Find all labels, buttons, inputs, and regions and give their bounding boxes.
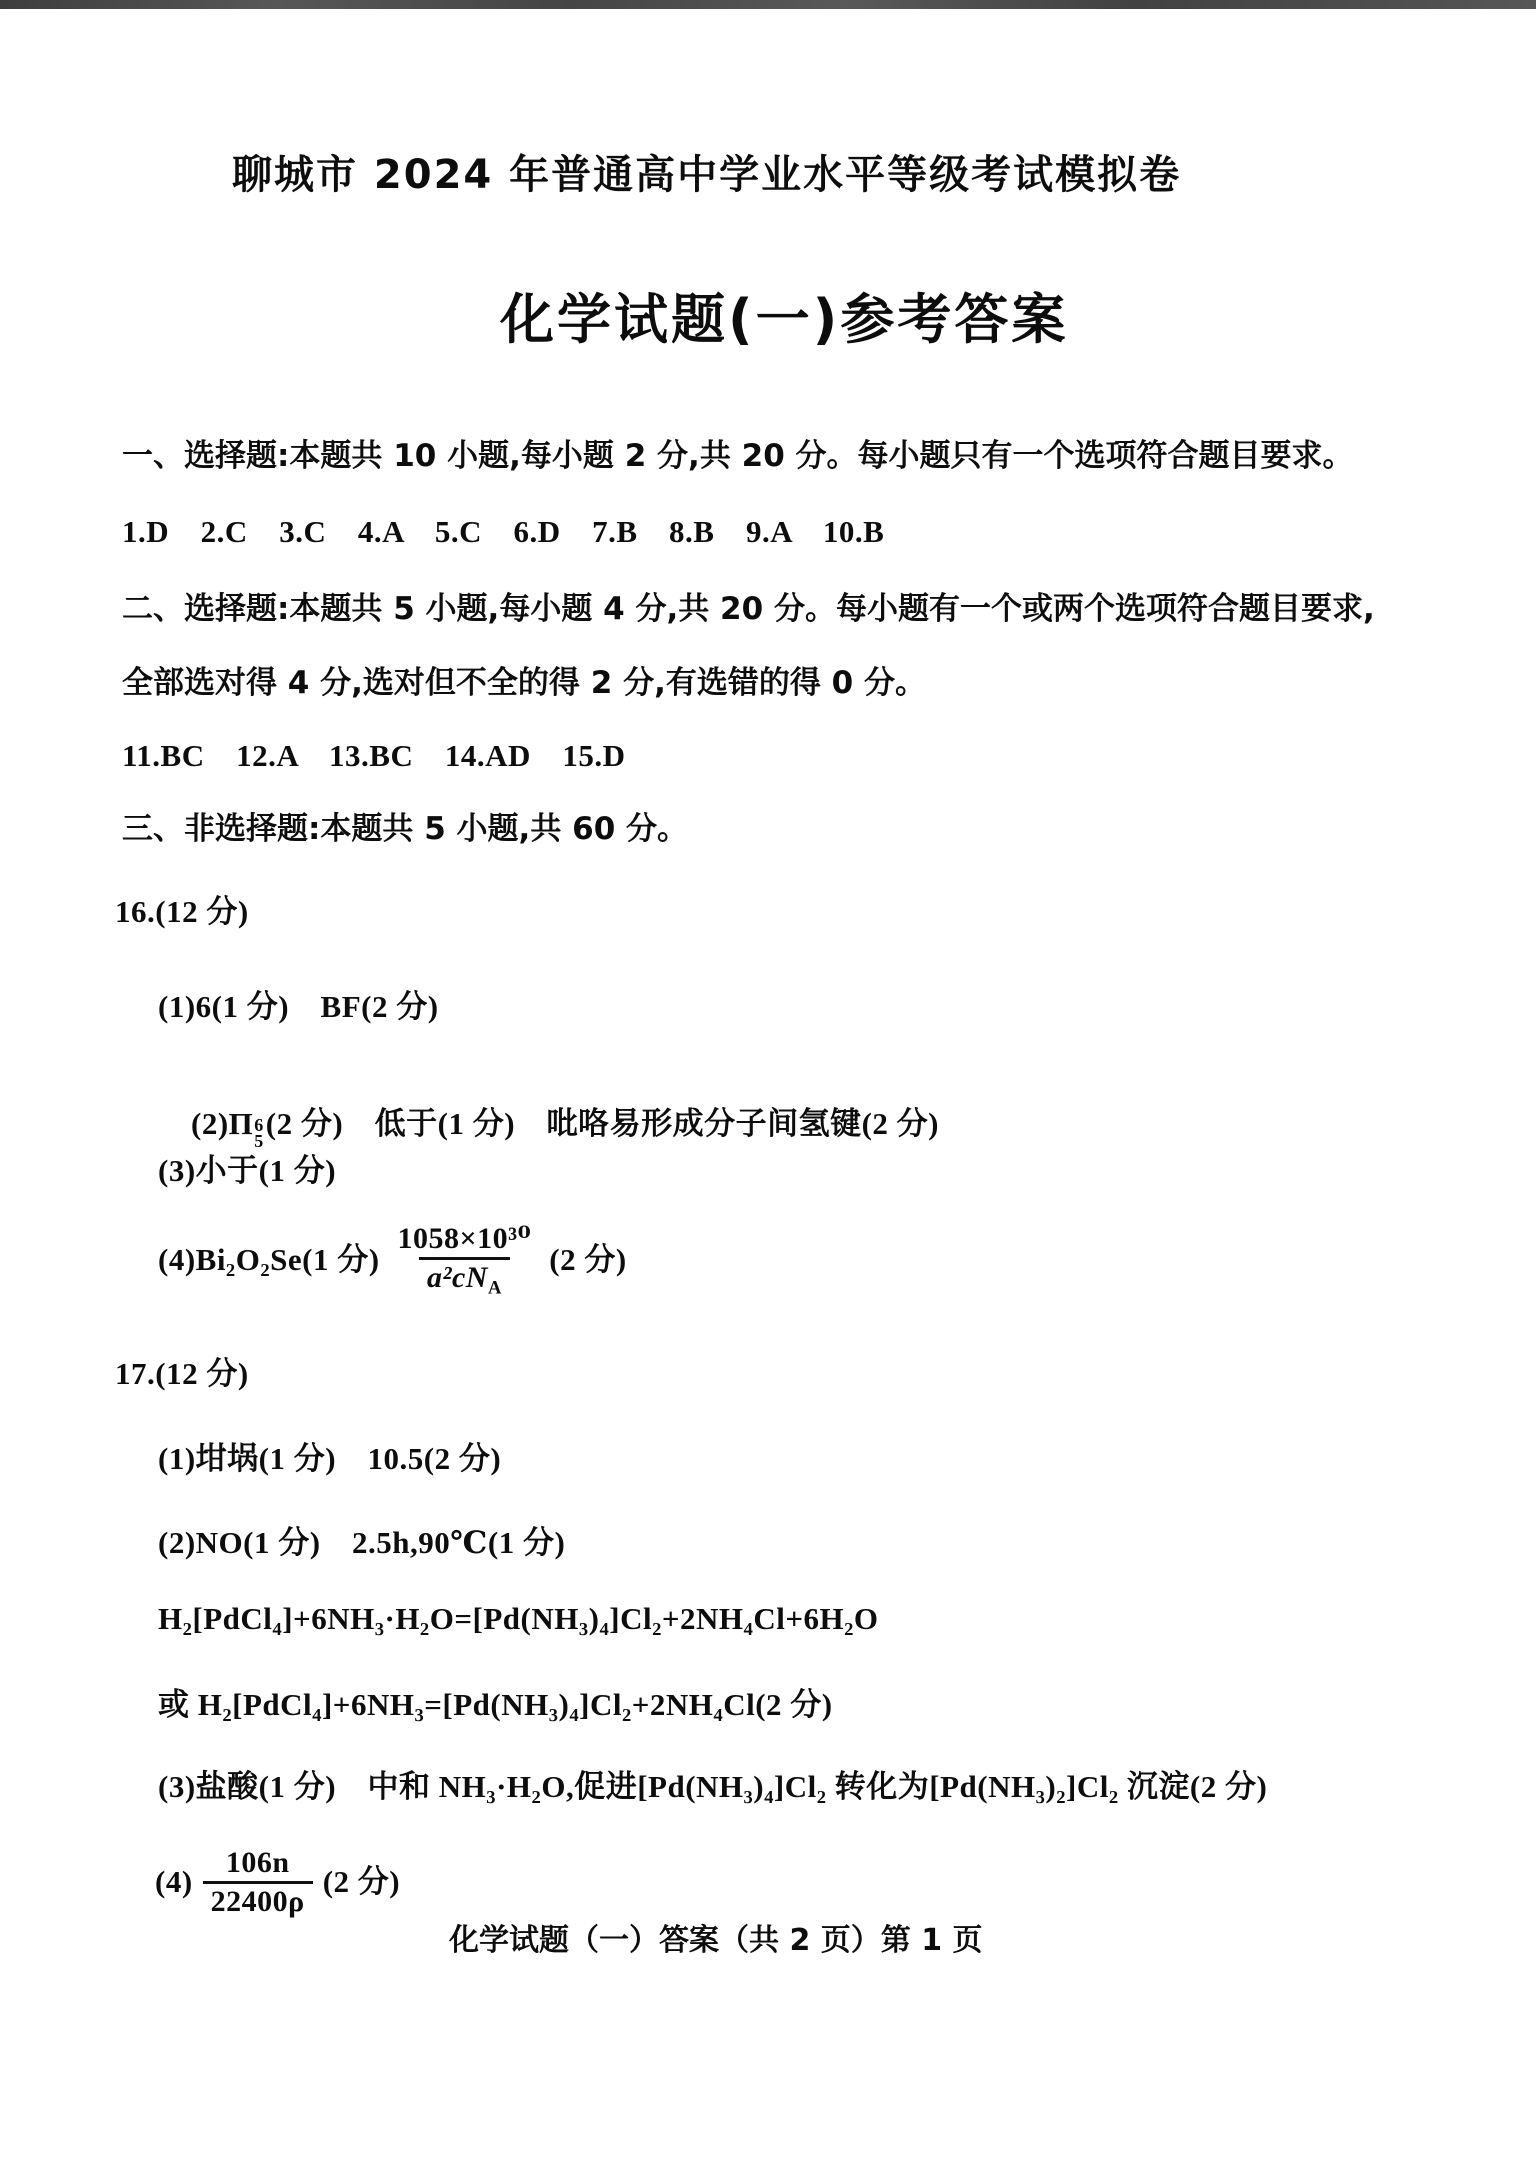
fraction-denominator-sub: A (487, 1277, 502, 1299)
section2-header-line2: 全部选对得 4 分,选对但不全的得 2 分,有选错的得 0 分。 (122, 665, 927, 701)
pi-bond-symbol: Π (228, 1105, 254, 1141)
fraction-denominator: 22400ρ (203, 1881, 313, 1920)
q16-answer-1: (1)6(1 分) BF(2 分) (158, 989, 439, 1024)
fraction-numerator: 1058×10³⁰ (397, 1221, 532, 1255)
q16-answer-3: (3)小于(1 分) (158, 1153, 337, 1188)
section3-header: 三、非选择题:本题共 5 小题,共 60 分。 (122, 811, 689, 847)
q17-title: 17.(12 分) (115, 1356, 249, 1391)
q17-equation-1: H₂[PdCl₄]+6NH₃·H₂O=[Pd(NH₃)₄]Cl₂+2NH₄Cl+6H₂O (158, 1601, 879, 1636)
pi-bond-superscript: 6 (254, 1115, 264, 1136)
scan-artifact-strip (0, 0, 1536, 9)
pi-bond-subscript: 5 (254, 1130, 264, 1151)
exam-subtitle: 化学试题(一)参考答案 (500, 288, 1069, 351)
q17-answer-4-fraction (203, 1845, 313, 1920)
q16-answer-4-fraction (390, 1221, 540, 1300)
section1-answers: 1.D 2.C 3.C 4.A 5.C 6.D 7.B 8.B 9.A 10.B (122, 514, 885, 549)
q17-answer-4-prefix: (4) (155, 1863, 193, 1899)
q16-answer-2-suffix: (2 分) 低于(1 分) 吡咯易形成分子间氢键(2 分) (265, 1105, 939, 1141)
q16-answer-2-prefix: (2) (191, 1105, 229, 1141)
pi-bond-supsub (254, 1115, 264, 1151)
q16-answer-4 (158, 1210, 627, 1310)
q17-answer-1: (1)坩埚(1 分) 10.5(2 分) (158, 1441, 502, 1476)
q16-answer-4-suffix: (2 分) (549, 1241, 627, 1277)
q16-answer-4-prefix: (4)Bi₂O₂Se(1 分) (158, 1241, 380, 1277)
q17-equation-2: 或 H₂[PdCl₄]+6NH₃=[Pd(NH₃)₄]Cl₂+2NH₄Cl(2 分) (158, 1687, 833, 1722)
fraction-denominator-main: a²cN (426, 1260, 488, 1294)
q17-answer-2: (2)NO(1 分) 2.5h,90℃(1 分) (158, 1525, 566, 1560)
section2-answers: 11.BC 12.A 13.BC 14.AD 15.D (122, 738, 626, 773)
q17-answer-3: (3)盐酸(1 分) 中和 NH₃·H₂O,促进[Pd(NH₃)₄]Cl₂ 转化为[Pd(NH₃)₂]Cl₂ 沉淀(2 分) (158, 1769, 1268, 1804)
fraction-numerator: 106n (225, 1845, 290, 1879)
q17-answer-4 (155, 1832, 400, 1932)
q17-answer-4-suffix: (2 分) (322, 1863, 401, 1899)
exam-title: 聊城市 2024 年普通高中学业水平等级考试模拟卷 (232, 152, 1182, 198)
section1-header: 一、选择题:本题共 10 小题,每小题 2 分,共 20 分。每小题只有一个选项符合题目要求。 (122, 438, 1354, 474)
q16-title: 16.(12 分) (115, 894, 249, 929)
page-footer: 化学试题（一）答案（共 2 页）第 1 页 (449, 1923, 983, 1958)
section2-header-line1: 二、选择题:本题共 5 小题,每小题 4 分,共 20 分。每小题有一个或两个选项符合题目要求, (122, 591, 1375, 627)
fraction-denominator (419, 1257, 510, 1300)
